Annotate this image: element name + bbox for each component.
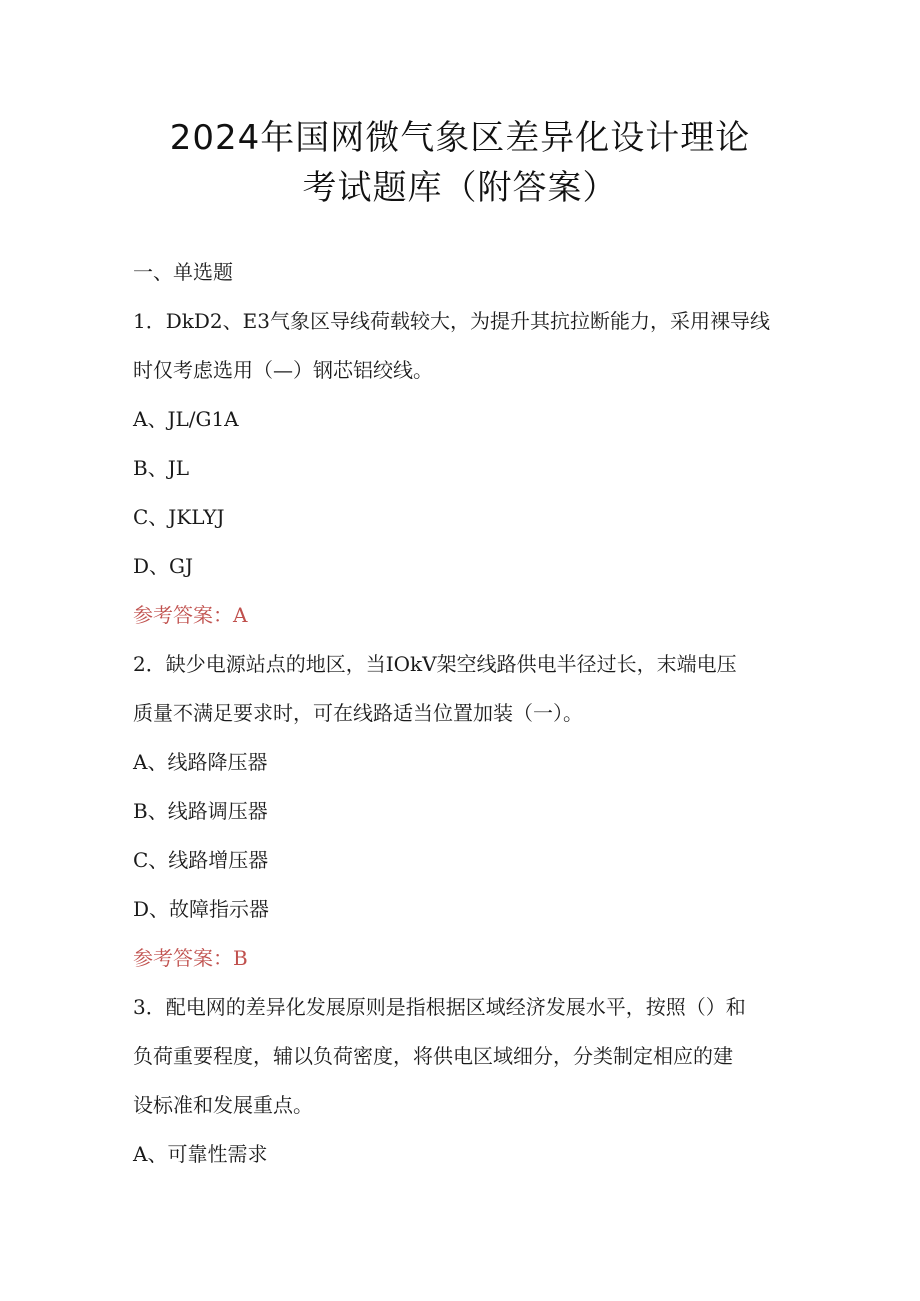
question-1-stem-line-1: 1．DkD2、E3气象区导线荷载较大，为提升其抗拉断能力，采用裸导线 [133, 309, 770, 333]
question-1-option-a: A、JL/G1A [133, 407, 239, 431]
question-1-answer: 参考答案：A [133, 603, 248, 627]
question-2-option-a: A、线路降压器 [133, 750, 268, 774]
question-2-option-d: D、故障指示器 [133, 897, 270, 921]
question-1-option-b: B、JL [133, 456, 189, 480]
page-title-line-1: 2024年国网微气象区差异化设计理论 [169, 118, 751, 158]
question-2-option-c: C、线路增压器 [133, 848, 269, 872]
question-3-stem-line-3: 设标准和发展重点。 [133, 1093, 313, 1117]
question-2-stem-line-2: 质量不满足要求时，可在线路适当位置加装（一）。 [133, 701, 583, 725]
question-1-option-d: D、GJ [133, 554, 194, 578]
question-3-stem-line-2: 负荷重要程度，辅以负荷密度，将供电区域细分，分类制定相应的建 [133, 1044, 733, 1068]
question-1-option-c: C、JKLYJ [133, 505, 225, 529]
section-heading: 一、单选题 [133, 260, 233, 284]
question-1-stem-line-2: 时仅考虑选用（—）钢芯铝绞线。 [133, 358, 433, 382]
question-3-option-a: A、可靠性需求 [133, 1142, 268, 1166]
question-2-option-b: B、线路调压器 [133, 799, 268, 823]
question-3-stem-line-1: 3．配电网的差异化发展原则是指根据区域经济发展水平，按照（）和 [133, 995, 746, 1019]
question-2-stem-line-1: 2．缺少电源站点的地区，当IOkV架空线路供电半径过长，末端电压 [133, 652, 737, 676]
page-title-line-2: 考试题库（附答案） [302, 168, 618, 208]
question-2-answer: 参考答案：B [133, 946, 248, 970]
